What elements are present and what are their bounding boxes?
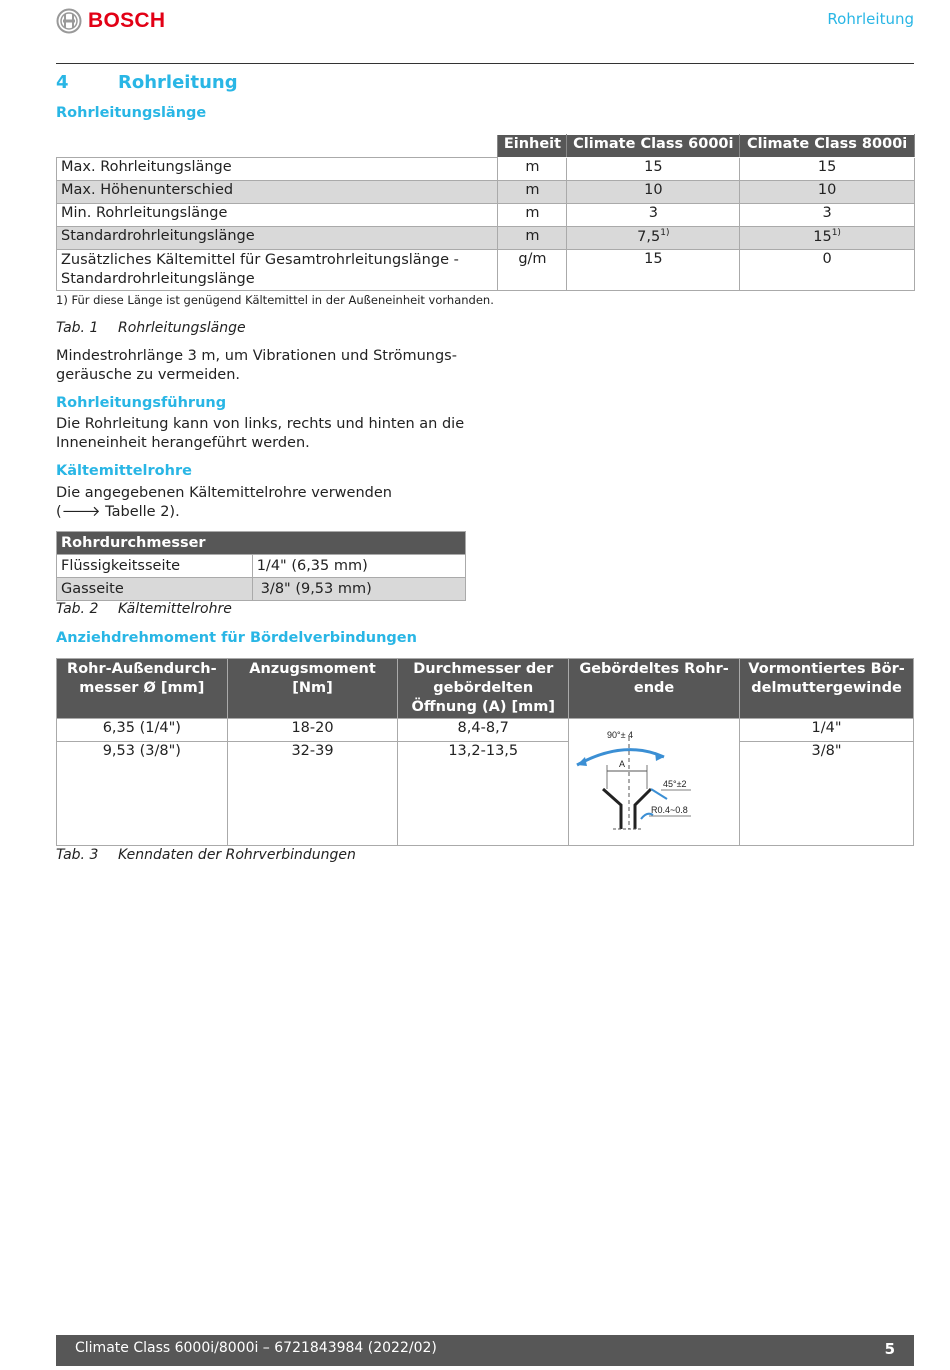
column-header: Rohrdurchmesser xyxy=(57,532,466,555)
column-header: Rohr-Außendurchmesser Ø [mm] xyxy=(57,659,228,719)
row-unit: m xyxy=(498,181,567,204)
paragraph-min-length: Mindestrohrlänge 3 m, um Vibrationen und Strömungsgeräusche zu vermeiden. xyxy=(56,348,457,383)
page-number: 5 xyxy=(884,1340,895,1358)
table-footnote: 1) Für diese Länge ist genügend Kältemittel in der Außeneinheit vorhanden. xyxy=(56,293,494,307)
row-unit: m xyxy=(498,158,567,181)
heading-pipe-length: Rohrleitungslänge xyxy=(56,105,207,121)
page-footer xyxy=(56,1335,914,1366)
caption-text: Rohrleitungslänge xyxy=(118,320,246,336)
column-header: Anzugsmoment [Nm] xyxy=(227,659,398,719)
pipe-length-table xyxy=(56,134,915,291)
row-label: Max. Rohrleitungslänge xyxy=(57,158,498,181)
caption-text: Kältemittelrohre xyxy=(118,601,232,617)
row-unit: m xyxy=(498,204,567,227)
value-8000i: 15 xyxy=(740,158,915,181)
table-caption-1 xyxy=(56,320,246,336)
column-header: Climate Class 6000i xyxy=(567,135,740,158)
pipe-diameter-table xyxy=(56,531,466,601)
row-label: Gasseite xyxy=(57,578,253,601)
column-header: Vormontiertes Bördelmuttergewinde xyxy=(740,659,914,719)
header-divider xyxy=(56,63,914,64)
chapter-number: 4 xyxy=(56,72,69,93)
cell-diameter: 9,53 (3/8") xyxy=(57,742,228,846)
footnote-marker: 1) xyxy=(660,228,670,238)
cell-opening: 8,4-8,7 xyxy=(398,719,569,742)
table-row xyxy=(57,742,914,846)
cell-thread: 3/8" xyxy=(740,742,914,846)
row-value: 3/8" (9,53 mm) xyxy=(252,578,465,601)
row-label: Standardrohrleitungslänge xyxy=(57,227,498,250)
flared-pipe-diagram xyxy=(569,719,739,841)
row-label: Min. Rohrleitungslänge xyxy=(57,204,498,227)
cell-torque: 18-20 xyxy=(227,719,398,742)
table-row xyxy=(57,555,466,578)
bosch-armature-icon xyxy=(56,8,82,34)
heading-torque: Anziehdrehmoment für Bördelverbindungen xyxy=(56,630,417,646)
radius-label: R0.4~0.8 xyxy=(651,805,688,815)
table-row xyxy=(57,204,915,227)
row-unit: g/m xyxy=(498,250,567,291)
value-6000i: 10 xyxy=(567,181,740,204)
cell-torque: 32-39 xyxy=(227,742,398,846)
bosch-logo xyxy=(56,8,165,34)
value-8000i-cell xyxy=(740,227,915,250)
cell-opening: 13,2-13,5 xyxy=(398,742,569,846)
value-8000i: 3 xyxy=(740,204,915,227)
header-section-title: Rohrleitung xyxy=(827,10,914,28)
value-8000i: 10 xyxy=(740,181,915,204)
table-row xyxy=(57,227,915,250)
table-row xyxy=(57,719,914,742)
caption-number: Tab. 3 xyxy=(56,847,99,863)
value-6000i: 15 xyxy=(567,250,740,291)
caption-number: Tab. 1 xyxy=(56,320,99,336)
footer-document-id: Climate Class 6000i/8000i – 6721843984 (2022/02) xyxy=(75,1340,437,1356)
flared-pipe-diagram-cell xyxy=(569,719,740,846)
table-header-row xyxy=(57,532,466,555)
heading-routing: Rohrleitungsführung xyxy=(56,395,227,411)
table-row xyxy=(57,158,915,181)
column-header: Durchmesser der gebördelten Öffnung (A) [mm] xyxy=(398,659,569,719)
cell-diameter: 6,35 (1/4") xyxy=(57,719,228,742)
row-label: Zusätzliches Kältemittel für Gesamtrohrleitungslänge - Standardrohrleitungslänge xyxy=(57,250,498,291)
table-caption-3 xyxy=(56,847,356,863)
value-6000i: 7,5 xyxy=(637,228,661,245)
column-header: Gebördeltes Rohrende xyxy=(569,659,740,719)
chapter-title-text: Rohrleitung xyxy=(118,72,238,93)
row-value: 1/4" (6,35 mm) xyxy=(252,555,465,578)
flare-angle-label: 45°±2 xyxy=(663,779,687,789)
caption-text: Kenndaten der Rohrverbindungen xyxy=(118,847,356,863)
value-8000i: 15 xyxy=(813,228,832,245)
column-header: Einheit xyxy=(498,135,567,158)
table-row xyxy=(57,181,915,204)
column-header: Climate Class 8000i xyxy=(740,135,915,158)
row-unit: m xyxy=(498,227,567,250)
value-6000i: 3 xyxy=(567,204,740,227)
caption-number: Tab. 2 xyxy=(56,601,99,617)
table-caption-2 xyxy=(56,601,232,617)
value-6000i-cell xyxy=(567,227,740,250)
flare-torque-table xyxy=(56,658,914,846)
brand-name: BOSCH xyxy=(88,9,166,32)
table-row xyxy=(57,578,466,601)
cell-thread: 1/4" xyxy=(740,719,914,742)
table-header-row xyxy=(57,659,914,719)
row-label: Max. Höhenunterschied xyxy=(57,181,498,204)
chapter-title xyxy=(56,72,238,93)
value-8000i: 0 xyxy=(740,250,915,291)
table-header-row xyxy=(57,135,915,158)
heading-refrigerant: Kältemittelrohre xyxy=(56,463,192,479)
paragraph-routing: Die Rohrleitung kann von links, rechts und hinten an die Inneneinheit herangeführt werden. xyxy=(56,416,465,451)
table-row xyxy=(57,250,915,291)
value-6000i: 15 xyxy=(567,158,740,181)
table-header-blank xyxy=(57,135,498,158)
row-label: Flüssigkeitsseite xyxy=(57,555,253,578)
angle-label: 90°± 4 xyxy=(607,730,634,740)
footnote-marker: 1) xyxy=(831,228,841,238)
paragraph-refrigerant: Die angegebenen Kältemittelrohre verwenden (🡒 Tabelle 2). xyxy=(56,485,392,520)
dimension-a-label: A xyxy=(619,759,626,769)
